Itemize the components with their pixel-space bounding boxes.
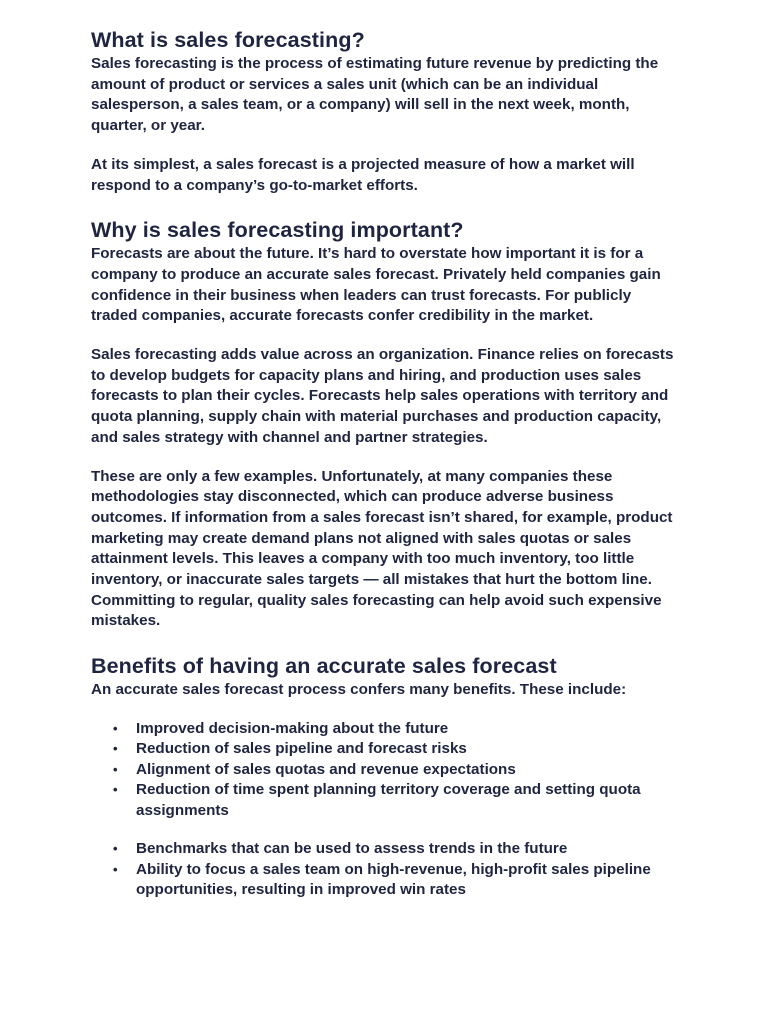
paragraph: These are only a few examples. Unfortunately, at many companies these methodologies stay disconnected, which can produce adverse business outcomes. If information from a sales forecast isn’t shared, for example, product marketing may create demand plans not aligned with sales quotas or sales attainment levels. This leaves a company with too much inventory, too little inventory, or inaccurate sales targets — all mistakes that hurt the bottom line. Committing to regular, quality sales forecasting can help avoid such expensive mistakes. bbox=[91, 467, 673, 630]
benefits-list-b bbox=[91, 839, 681, 901]
list-item bbox=[91, 739, 681, 760]
bullet-icon: • bbox=[113, 861, 118, 877]
paragraph: Sales forecasting adds value across an organization. Finance relies on forecasts to develop budgets for capacity plans and hiring, and production uses sales forecasts to plan their cycles. Forecasts help sales operations with territory and quota planning, supply chain with material purchases and production capacity, and sales strategy with channel and partner strategies. bbox=[91, 346, 674, 446]
list-item-text: Reduction of sales pipeline and forecast risks bbox=[136, 740, 467, 758]
paragraph: Sales forecasting is the process of estimating future revenue by predicting the amount of product or services a sales unit (which can be an individual salesperson, a sales team, or a company) will sell in the next week, month, quarter, or year. bbox=[91, 55, 659, 135]
list-item-text: Ability to focus a sales team on high-revenue, high-profit sales pipeline opportunities, resulting in improved win rates bbox=[136, 860, 651, 899]
list-item bbox=[91, 719, 681, 740]
document-page bbox=[91, 26, 681, 901]
paragraph: At its simplest, a sales forecast is a projected measure of how a market will respond to a company’s go-to-market efforts. bbox=[91, 155, 635, 194]
paragraph: An accurate sales forecast process confers many benefits. These include: bbox=[91, 681, 627, 699]
list-item bbox=[91, 760, 681, 781]
list-item-text: Benchmarks that can be used to assess trends in the future bbox=[136, 840, 568, 858]
list-item bbox=[91, 780, 681, 821]
bullet-icon: • bbox=[113, 741, 118, 757]
benefits-list-a bbox=[91, 719, 681, 822]
heading-why-important: Why is sales forecasting important? bbox=[91, 218, 464, 243]
list-item bbox=[91, 860, 681, 901]
list-item bbox=[91, 839, 681, 860]
bullet-icon: • bbox=[113, 761, 118, 777]
list-item-text: Alignment of sales quotas and revenue expectations bbox=[136, 760, 516, 778]
bullet-icon: • bbox=[113, 782, 118, 798]
paragraph: Forecasts are about the future. It’s hard to overstate how important it is for a company to produce an accurate sales forecast. Privately held companies gain confidence in their business when leaders can trust forecasts. For publicly traded companies, accurate forecasts confer credibility in the market. bbox=[91, 245, 661, 325]
list-item-text: Reduction of time spent planning territory coverage and setting quota assignments bbox=[136, 781, 641, 819]
list-item-text: Improved decision-making about the future bbox=[136, 719, 449, 737]
heading-what-is-sales-forecasting: What is sales forecasting? bbox=[91, 28, 365, 52]
bullet-icon: • bbox=[113, 720, 118, 736]
bullet-icon: • bbox=[113, 841, 118, 857]
heading-benefits: Benefits of having an accurate sales forecast bbox=[91, 654, 557, 679]
